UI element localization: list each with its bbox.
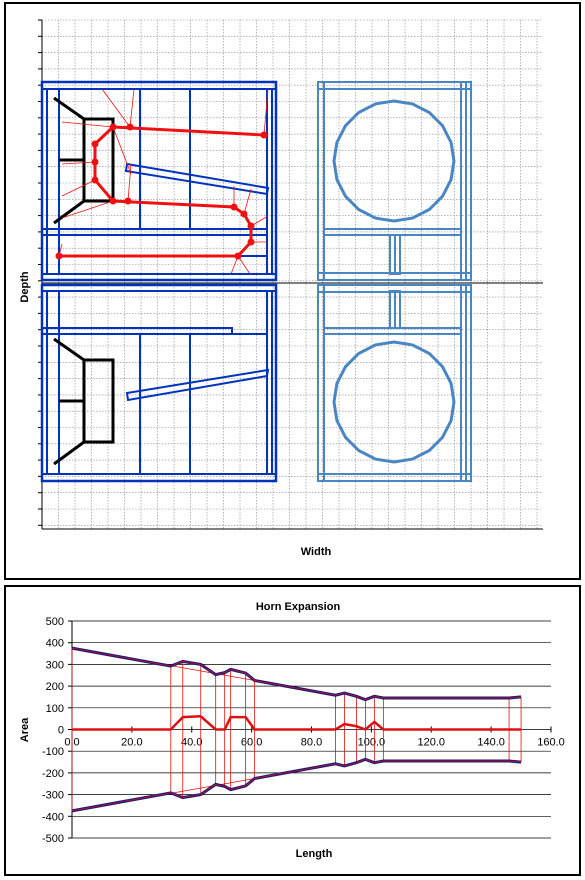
chart-y-label: Area bbox=[19, 717, 31, 743]
path-spoke bbox=[231, 256, 238, 274]
horn-chart bbox=[6, 587, 579, 874]
path-spoke bbox=[62, 122, 113, 127]
horn-series-upper-highlight bbox=[72, 648, 521, 700]
horn-y-tick-labels bbox=[42, 616, 64, 845]
path-spoke bbox=[113, 127, 131, 174]
path-spoke bbox=[62, 180, 95, 196]
horn-y-tick-label: 200 bbox=[45, 681, 64, 694]
horn-x-tick-label: 60.0 bbox=[240, 736, 263, 749]
horn-y-tick-label: 100 bbox=[45, 702, 64, 715]
chart-x-label: Length bbox=[295, 848, 333, 860]
frame-lower-left bbox=[42, 285, 276, 481]
horn-series-upper bbox=[72, 648, 521, 700]
horn-x-tick-label: 120.0 bbox=[417, 736, 446, 749]
horn-y-tick-label: -100 bbox=[41, 746, 64, 759]
side-view-post bbox=[395, 291, 400, 328]
diagram-y-label: Depth bbox=[19, 271, 31, 303]
horn-x-tick-label: 20.0 bbox=[121, 736, 143, 749]
frame-lower-shelf bbox=[42, 328, 232, 334]
diagram-x-label: Width bbox=[300, 546, 332, 558]
baffle-panel bbox=[126, 164, 268, 194]
horn-y-tick-label: -500 bbox=[41, 833, 64, 845]
path-spoke bbox=[251, 216, 268, 226]
horn-y-tick-label: 300 bbox=[45, 659, 64, 672]
horn-chart-panel bbox=[4, 585, 581, 876]
cabinet-diagram bbox=[6, 4, 579, 578]
horn-y-tick-label: -200 bbox=[41, 767, 64, 780]
horn-x-tick-label: 40.0 bbox=[181, 736, 203, 749]
driver-circle-upper bbox=[334, 101, 454, 221]
horn-x-tick-label: 0.0 bbox=[64, 736, 80, 749]
horn-x-tick-labels bbox=[64, 737, 564, 749]
frame-upper-left bbox=[42, 82, 276, 280]
horn-series bbox=[72, 648, 521, 811]
path-spoke bbox=[62, 162, 95, 164]
path-left bbox=[95, 144, 113, 201]
horn-y-tick-label: -300 bbox=[41, 789, 64, 802]
horn-series-middle bbox=[72, 716, 521, 729]
side-view-post bbox=[395, 235, 400, 274]
horn-series-lower bbox=[72, 759, 521, 811]
horn-y-tick-label: 400 bbox=[45, 637, 64, 650]
horn-x-tick-label: 140.0 bbox=[477, 736, 505, 749]
path-node bbox=[92, 141, 99, 148]
path-spoke bbox=[238, 256, 250, 274]
horn-x-tick-label: 80.0 bbox=[300, 736, 323, 749]
horn-y-tick-label: 0 bbox=[57, 724, 64, 737]
horn-y-tick-label: -400 bbox=[41, 811, 64, 824]
path-spoke bbox=[244, 189, 251, 214]
horn-series-lower-highlight bbox=[72, 759, 521, 811]
baffle-panel-lower bbox=[127, 370, 268, 400]
cabinet-diagram-panel bbox=[4, 2, 581, 580]
path-left bbox=[95, 127, 113, 144]
horn-x-tick-label: 100.0 bbox=[357, 736, 386, 749]
horn-y-tick-label: 500 bbox=[45, 616, 64, 628]
path-spoke bbox=[102, 89, 130, 127]
chart-title: Horn Expansion bbox=[255, 601, 341, 613]
horn-x-tick-label: 160.0 bbox=[537, 736, 565, 749]
path-spoke bbox=[130, 89, 134, 127]
